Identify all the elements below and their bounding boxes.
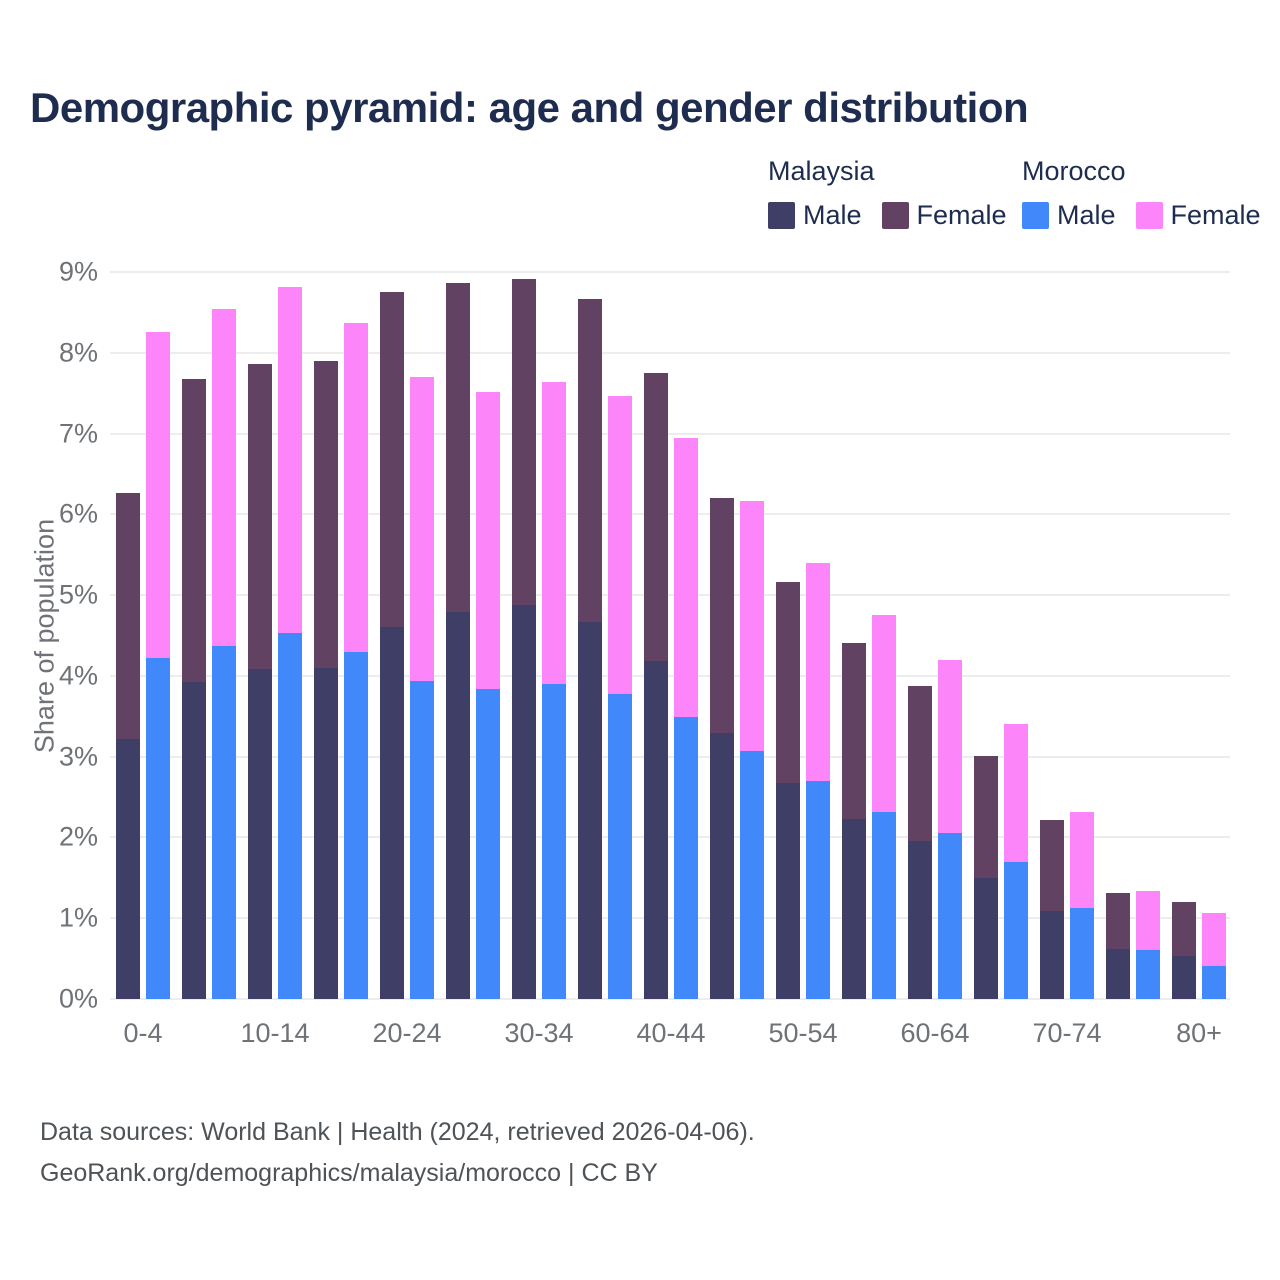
- bar-malaysia-female: [1172, 902, 1196, 956]
- bar-malaysia-male: [116, 739, 140, 999]
- bar-malaysia-male: [1172, 956, 1196, 999]
- bar-malaysia-female: [974, 756, 998, 878]
- bar-malaysia-female: [908, 686, 932, 841]
- x-tick-20-24: 20-24: [372, 1018, 442, 1048]
- x-tick-60-64: 60-64: [900, 1018, 970, 1048]
- bar-morocco-female: [740, 501, 764, 751]
- bar-morocco-male: [938, 833, 962, 999]
- bar-morocco-male: [476, 689, 500, 999]
- bar-morocco-male: [740, 751, 764, 999]
- chart-title: Demographic pyramid: age and gender distribution: [30, 84, 1029, 131]
- y-tick-1%: 1%: [58, 902, 98, 933]
- x-tick-40-44: 40-44: [636, 1018, 706, 1048]
- bar-malaysia-male: [1040, 911, 1064, 999]
- y-tick-5%: 5%: [58, 579, 98, 610]
- legend-swatch-malaysia-male: [768, 202, 795, 229]
- x-tick-70-74: 70-74: [1032, 1018, 1102, 1048]
- bar-malaysia-male: [974, 878, 998, 999]
- bar-morocco-male: [1202, 966, 1226, 999]
- x-tick-0-4: 0-4: [123, 1018, 163, 1048]
- legend-item-malaysia-male: [768, 200, 862, 231]
- bar-morocco-male: [872, 812, 896, 999]
- bar-malaysia-male: [248, 669, 272, 999]
- bar-morocco-male: [608, 694, 632, 999]
- bar-morocco-male: [410, 681, 434, 999]
- bar-morocco-male: [344, 652, 368, 999]
- bar-malaysia-male: [644, 661, 668, 999]
- x-tick-80+: 80+: [1176, 1018, 1222, 1048]
- footer: [40, 1112, 755, 1194]
- bar-morocco-female: [806, 563, 830, 781]
- bar-malaysia-female: [578, 299, 602, 621]
- bar-morocco-female: [344, 323, 368, 653]
- bar-morocco-male: [542, 684, 566, 999]
- bar-morocco-male: [1004, 862, 1028, 999]
- bar-morocco-female: [476, 392, 500, 688]
- y-tick-6%: 6%: [58, 498, 98, 529]
- legend-label: Male: [803, 200, 862, 230]
- bar-morocco-male: [278, 633, 302, 999]
- bar-malaysia-female: [1040, 820, 1064, 910]
- legend-item-malaysia-female: [882, 200, 1007, 231]
- bar-malaysia-female: [182, 379, 206, 681]
- footer-attribution-line: GeoRank.org/demographics/malaysia/morocco | CC BY: [40, 1159, 658, 1187]
- legend-row-morocco: [1022, 200, 1261, 231]
- bar-morocco-male: [146, 658, 170, 999]
- legend-group-malaysia: [768, 156, 1007, 231]
- y-tick-0%: 0%: [58, 983, 98, 1014]
- bar-morocco-female: [410, 377, 434, 681]
- bar-malaysia-female: [776, 582, 800, 782]
- legend-swatch-morocco-female: [1136, 202, 1163, 229]
- gridline-9%: [110, 271, 1230, 273]
- legend-row-malaysia: [768, 200, 1007, 231]
- bar-malaysia-male: [842, 819, 866, 999]
- bar-malaysia-male: [578, 622, 602, 999]
- plot-area: [110, 272, 1230, 999]
- bar-morocco-male: [212, 646, 236, 999]
- bar-malaysia-male: [710, 733, 734, 999]
- legend-label: Male: [1057, 200, 1116, 230]
- bar-morocco-female: [212, 309, 236, 646]
- bar-malaysia-female: [248, 364, 272, 669]
- bar-morocco-female: [608, 396, 632, 694]
- bar-morocco-female: [1070, 812, 1094, 908]
- legend-label: Female: [1170, 200, 1261, 230]
- bar-morocco-female: [1004, 724, 1028, 861]
- y-axis-ticks: [0, 256, 98, 1014]
- y-tick-7%: 7%: [58, 418, 98, 449]
- footer-source-line: Data sources: World Bank | Health (2024, retrieved 2026-04-06).: [40, 1118, 755, 1146]
- bar-malaysia-male: [446, 612, 470, 999]
- x-tick-30-34: 30-34: [504, 1018, 574, 1048]
- bar-morocco-female: [674, 438, 698, 717]
- x-axis-ticks: [110, 1018, 1230, 1058]
- legend-label: Female: [916, 200, 1007, 230]
- bar-morocco-female: [1136, 891, 1160, 950]
- legend-item-morocco-male: [1022, 200, 1116, 231]
- legend-swatch-morocco-male: [1022, 202, 1049, 229]
- bar-malaysia-male: [314, 668, 338, 999]
- legend-item-morocco-female: [1136, 200, 1261, 231]
- bar-morocco-male: [1136, 950, 1160, 999]
- y-tick-2%: 2%: [58, 821, 98, 852]
- bar-morocco-female: [872, 615, 896, 811]
- x-tick-50-54: 50-54: [768, 1018, 838, 1048]
- y-tick-8%: 8%: [58, 337, 98, 368]
- bar-malaysia-female: [644, 373, 668, 661]
- bar-malaysia-male: [776, 783, 800, 999]
- bar-morocco-female: [146, 332, 170, 658]
- bar-morocco-male: [1070, 908, 1094, 999]
- bar-malaysia-male: [380, 627, 404, 999]
- bar-morocco-male: [674, 717, 698, 999]
- legend-swatch-malaysia-female: [882, 202, 909, 229]
- bar-malaysia-female: [446, 283, 470, 612]
- bar-morocco-female: [542, 382, 566, 684]
- bar-malaysia-female: [512, 279, 536, 605]
- bar-malaysia-male: [1106, 949, 1130, 999]
- bar-malaysia-female: [380, 292, 404, 626]
- bar-morocco-female: [938, 660, 962, 833]
- bar-malaysia-male: [512, 605, 536, 999]
- legend-header-morocco: Morocco: [1022, 156, 1126, 186]
- legend-group-morocco: [1022, 156, 1261, 231]
- y-axis-title: Share of population: [29, 518, 60, 754]
- bar-morocco-female: [1202, 913, 1226, 966]
- y-tick-9%: 9%: [58, 256, 98, 287]
- y-tick-4%: 4%: [58, 660, 98, 691]
- bar-malaysia-male: [182, 682, 206, 999]
- bar-malaysia-female: [842, 643, 866, 819]
- bar-malaysia-female: [1106, 893, 1130, 949]
- bar-malaysia-male: [908, 841, 932, 999]
- legend-header-malaysia: Malaysia: [768, 156, 875, 186]
- bar-morocco-male: [806, 781, 830, 999]
- y-tick-3%: 3%: [58, 741, 98, 772]
- x-tick-10-14: 10-14: [240, 1018, 310, 1048]
- bar-malaysia-female: [710, 498, 734, 733]
- bar-malaysia-female: [314, 361, 338, 668]
- bar-morocco-female: [278, 287, 302, 633]
- bar-malaysia-female: [116, 493, 140, 739]
